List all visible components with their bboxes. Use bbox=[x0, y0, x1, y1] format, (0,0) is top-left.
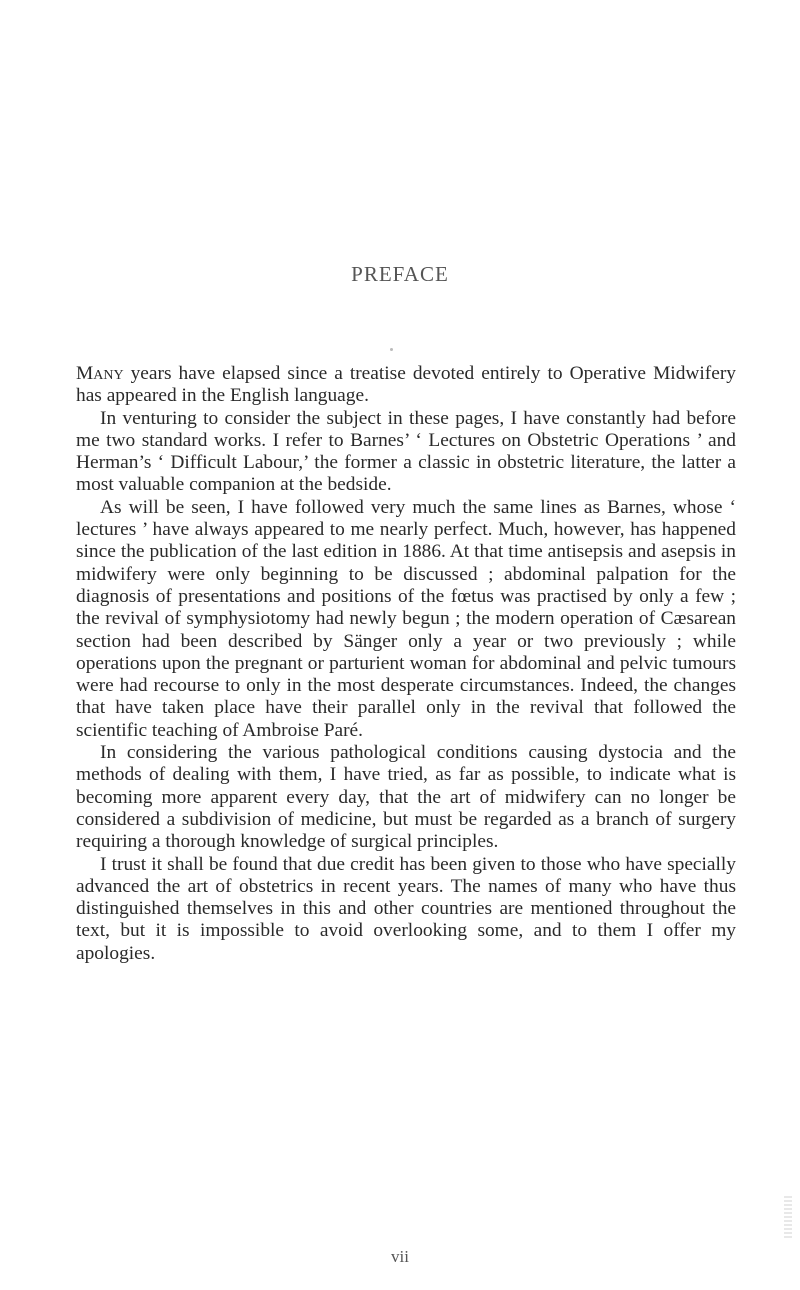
paragraph-1 bbox=[76, 363, 736, 408]
scan-artifact bbox=[784, 1196, 792, 1240]
paragraph-2: In venturing to consider the subject in these pages, I have constantly had before me two standard works. I refer to Barnes’ ‘ Lectures on Obstetric Operations ’ and Herman’s ‘ Difficult Labour,’ the former a classic in obstetric literature, the latter a most valuable companion at the bedside. bbox=[76, 407, 736, 496]
paragraph-1-text: years have elapsed since a treatise devoted entirely to Operative Midwifery has appeared in the English language. bbox=[76, 363, 736, 407]
page-title: PREFACE bbox=[351, 262, 449, 286]
paragraph-3: As will be seen, I have followed very much the same lines as Barnes, whose ‘ lectures ’ have always appeared to me nearly perfect. Much, however, has happened since the publication of the last edition in 1886. At that time antisepsis and asepsis in midwifery were only beginning to be discussed ; abdominal palpation for the diagnosis of presentations and positions of the fœtus was practised by only a few ; the revival of symphysiotomy had newly begun ; the modern operation of Cæsarean section had been described by Sänger only a year or two previously ; while operations upon the pregnant or parturient woman for abdominal and pelvic tumours were had recourse to only in the most desperate circumstances. Indeed, the changes that have taken place have their parallel only in the revival that followed the scientific teaching of Ambroise Paré. bbox=[76, 496, 736, 741]
decorative-dot bbox=[390, 348, 393, 351]
preface-body bbox=[76, 363, 736, 965]
page-number: vii bbox=[391, 1247, 409, 1266]
paragraph-4: In considering the various pathological conditions causing dystocia and the methods of dealing with them, I have tried, as far as possible, to indicate what is becoming more apparent every day, that the art of midwifery can no longer be considered a subdivision of medicine, but must be regarded as a branch of surgery requiring a thorough knowledge of surgical principles. bbox=[76, 742, 736, 853]
drop-lead-word: Many bbox=[76, 363, 124, 384]
paragraph-5: I trust it shall be found that due credit has been given to those who have specially advanced the art of obstetrics in recent years. The names of many who have thus distinguished themselves in this and other countries are mentioned throughout the text, but it is impossible to avoid overlooking some, and to them I offer my apologies. bbox=[76, 853, 736, 964]
